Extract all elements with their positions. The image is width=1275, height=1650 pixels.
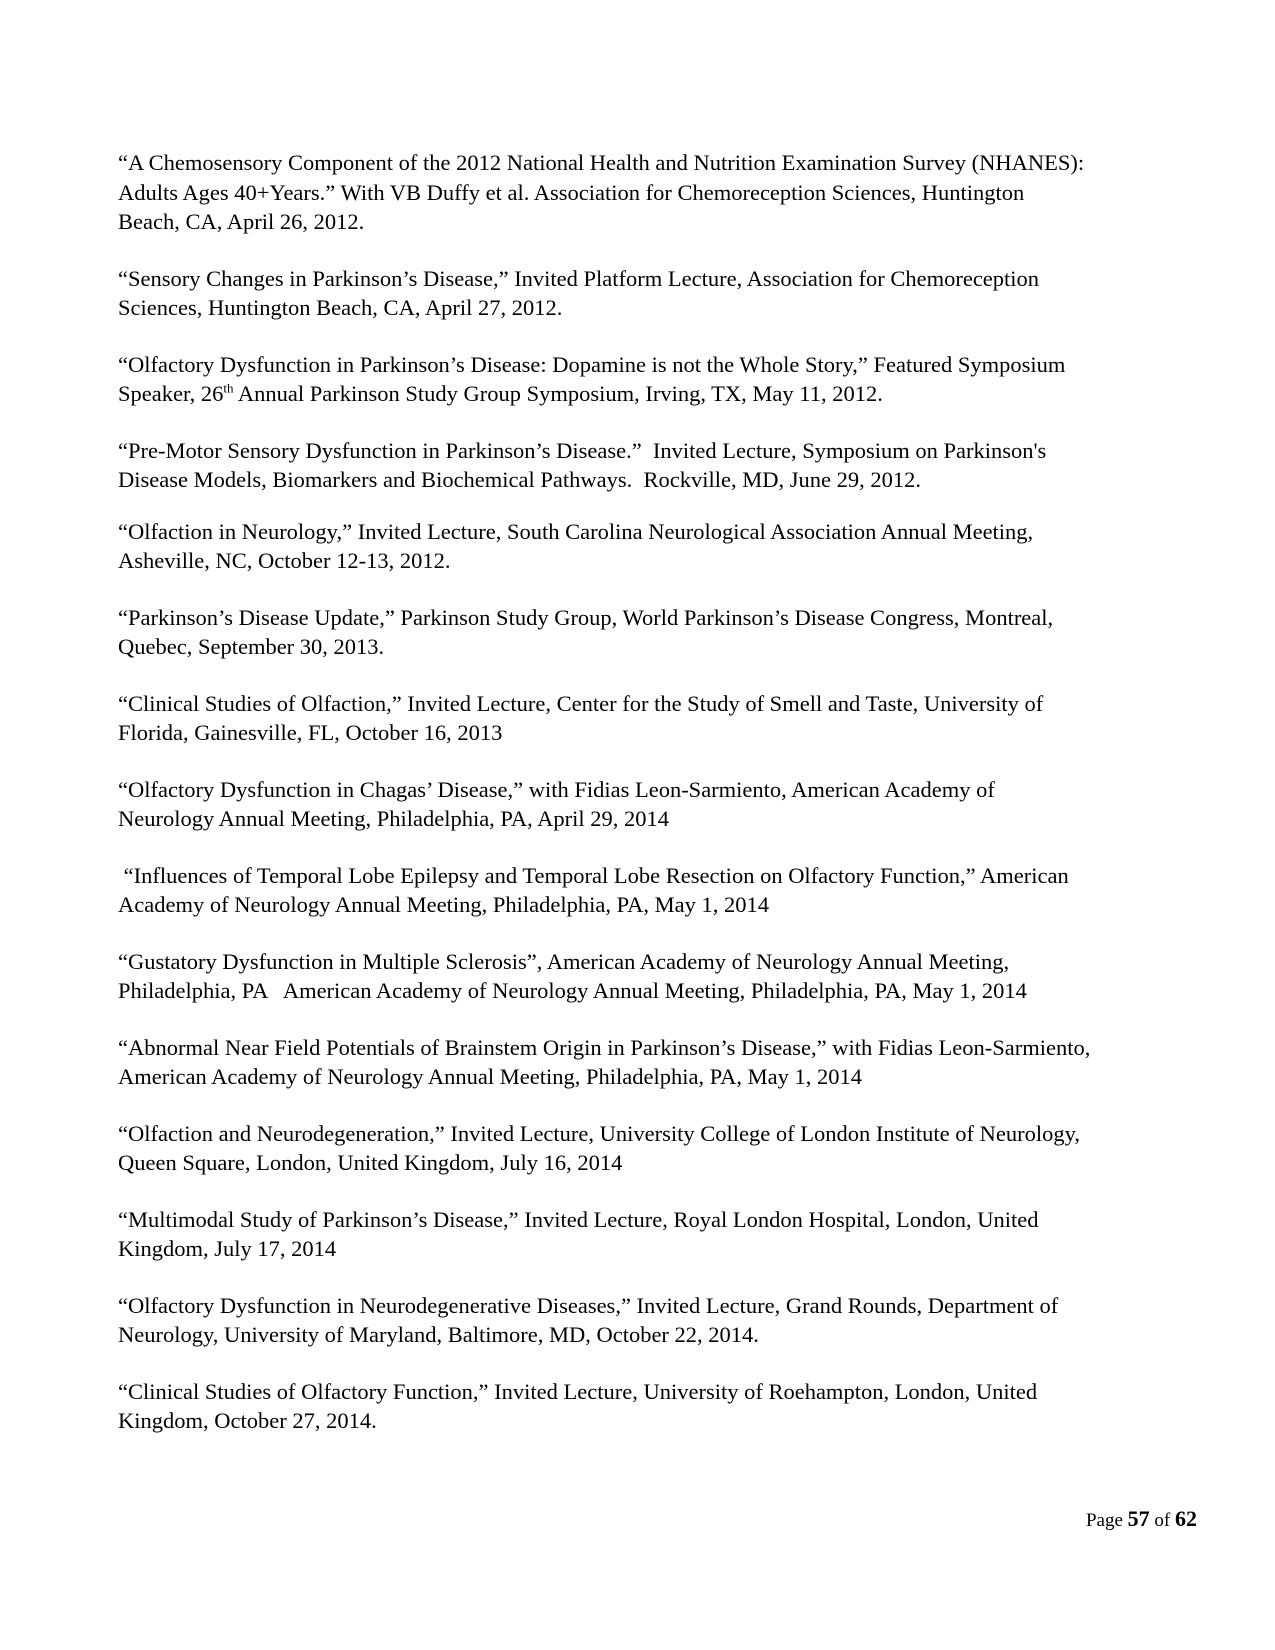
presentation-entry bbox=[118, 689, 1198, 748]
presentation-entry bbox=[118, 1205, 1198, 1264]
total-pages: 62 bbox=[1175, 1506, 1197, 1531]
entry-line: “Clinical Studies of Olfaction,” Invited Lecture, Center for the Study of Smell and Taste, University of bbox=[118, 690, 1044, 716]
entry-line: Disease Models, Biomarkers and Biochemical Pathways. Rockville, MD, June 29, 2012. bbox=[118, 467, 921, 492]
presentation-entry bbox=[118, 350, 1198, 409]
presentation-entry bbox=[118, 1377, 1198, 1436]
entry-line: “Olfaction in Neurology,” Invited Lecture, South Carolina Neurological Association Annual Meeting, bbox=[118, 518, 1034, 544]
entry-line: Neurology Annual Meeting, Philadelphia, PA, April 29, 2014 bbox=[118, 806, 670, 831]
entry-line: Florida, Gainesville, FL, October 16, 2013 bbox=[118, 720, 503, 745]
presentation-list bbox=[118, 148, 1198, 1436]
entry-line: “Olfactory Dysfunction in Neurodegenerative Diseases,” Invited Lecture, Grand Rounds, Department of bbox=[118, 1292, 1059, 1318]
entry-line: Academy of Neurology Annual Meeting, Philadelphia, PA, May 1, 2014 bbox=[118, 892, 769, 917]
entry-line: Asheville, NC, October 12-13, 2012. bbox=[118, 548, 451, 573]
entry-line: American Academy of Neurology Annual Meeting, Philadelphia, PA, May 1, 2014 bbox=[118, 1064, 863, 1089]
presentation-entry bbox=[118, 1033, 1198, 1092]
entry-line: “Multimodal Study of Parkinson’s Disease,” Invited Lecture, Royal London Hospital, London, United bbox=[118, 1206, 1039, 1232]
presentation-entry bbox=[118, 517, 1198, 576]
entry-line: “Abnormal Near Field Potentials of Brainstem Origin in Parkinson’s Disease,” with Fidias Leon-Sarmiento, bbox=[118, 1034, 1091, 1060]
entry-line: “Clinical Studies of Olfactory Function,” Invited Lecture, University of Roehampton, London, United bbox=[118, 1378, 1038, 1404]
page-word: Page bbox=[1085, 1510, 1123, 1531]
entry-line: Queen Square, London, United Kingdom, July 16, 2014 bbox=[118, 1150, 623, 1175]
of-word: of bbox=[1154, 1510, 1171, 1531]
entry-line: Sciences, Huntington Beach, CA, April 27, 2012. bbox=[118, 295, 563, 320]
entry-line: Philadelphia, PA American Academy of Neurology Annual Meeting, Philadelphia, PA, May 1, 2014 bbox=[118, 978, 1027, 1003]
entry-line: Neurology, University of Maryland, Baltimore, MD, October 22, 2014. bbox=[118, 1322, 759, 1347]
presentation-entry bbox=[118, 436, 1198, 495]
presentation-entry bbox=[118, 1119, 1198, 1178]
entry-line: Quebec, September 30, 2013. bbox=[118, 634, 385, 659]
entry-line: “Pre-Motor Sensory Dysfunction in Parkinson’s Disease.” Invited Lecture, Symposium on Parkinson's bbox=[118, 437, 1047, 463]
entry-line: “Gustatory Dysfunction in Multiple Sclerosis”, American Academy of Neurology Annual Meeting, bbox=[118, 948, 1010, 974]
presentation-entry bbox=[118, 775, 1198, 834]
entry-line-end: Annual Parkinson Study Group Symposium, Irving, TX, May 11, 2012. bbox=[233, 381, 883, 406]
presentation-entry bbox=[118, 148, 1198, 237]
entry-line: “Influences of Temporal Lobe Epilepsy and Temporal Lobe Resection on Olfactory Function,” American bbox=[118, 862, 1069, 888]
page-footer bbox=[1086, 1506, 1197, 1532]
entry-line: Kingdom, July 17, 2014 bbox=[118, 1236, 337, 1261]
entry-line: “Olfactory Dysfunction in Parkinson’s Disease: Dopamine is not the Whole Story,” Featured Symposium bbox=[118, 351, 1066, 377]
entry-line: Kingdom, October 27, 2014. bbox=[118, 1408, 377, 1433]
ordinal-superscript: th bbox=[223, 380, 234, 396]
page-number: 57 bbox=[1127, 1506, 1150, 1531]
presentation-entry bbox=[118, 861, 1198, 920]
presentation-entry bbox=[118, 264, 1198, 323]
presentation-entry bbox=[118, 947, 1198, 1006]
entry-line: Adults Ages 40+Years.” With VB Duffy et al. Association for Chemoreception Sciences, Huntington bbox=[118, 179, 1025, 205]
entry-line: “Sensory Changes in Parkinson’s Disease,” Invited Platform Lecture, Association for Chemoreception bbox=[118, 265, 1040, 291]
entry-line: Beach, CA, April 26, 2012. bbox=[118, 209, 365, 234]
entry-line: “Olfactory Dysfunction in Chagas’ Disease,” with Fidias Leon-Sarmiento, American Academy of bbox=[118, 776, 995, 802]
presentation-entry bbox=[118, 1291, 1198, 1350]
entry-line: “Parkinson’s Disease Update,” Parkinson Study Group, World Parkinson’s Disease Congress, Montreal, bbox=[118, 604, 1054, 630]
entry-line: “Olfaction and Neurodegeneration,” Invited Lecture, University College of London Institute of Neurology, bbox=[118, 1120, 1080, 1146]
entry-line: “A Chemosensory Component of the 2012 National Health and Nutrition Examination Survey (NHANES): bbox=[118, 150, 1085, 175]
entry-line-start: Speaker, 26 bbox=[118, 381, 224, 406]
presentation-entry bbox=[118, 603, 1198, 662]
